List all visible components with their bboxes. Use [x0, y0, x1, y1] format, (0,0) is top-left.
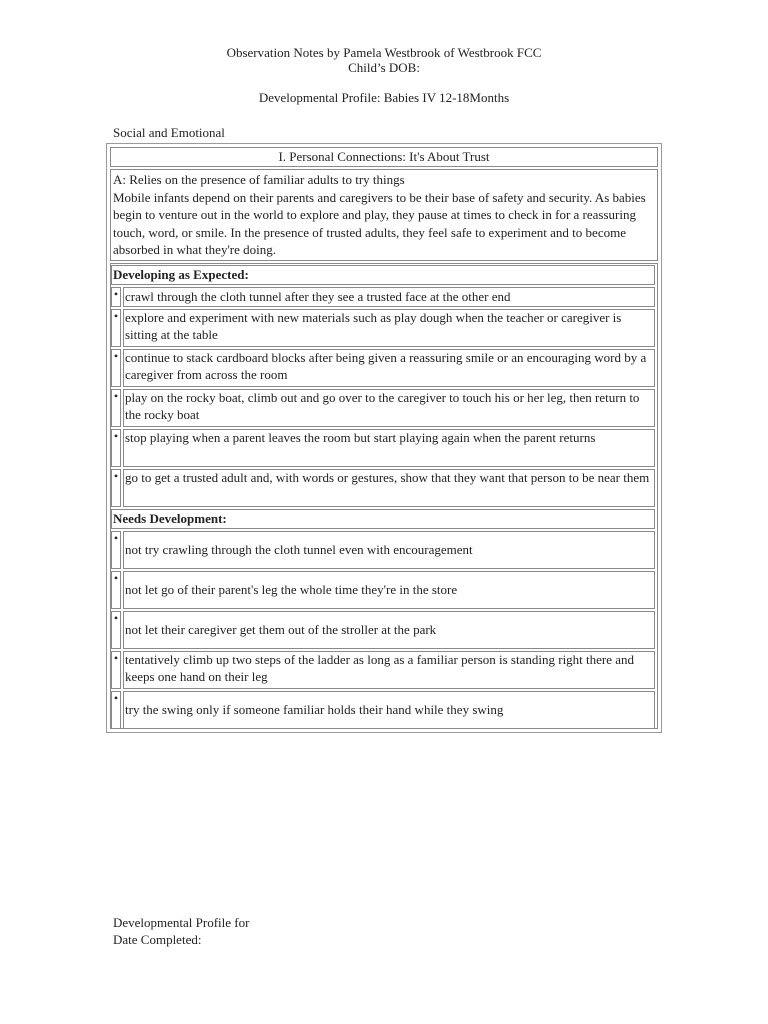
expected-item-text: explore and experiment with new materials such as play dough when the teacher or caregiver is sitting at the table [123, 309, 655, 347]
expected-item-text: play on the rocky boat, climb out and go over to the caregiver to touch his or her leg, then return to the rocky boat [123, 389, 655, 427]
observation-table [106, 143, 662, 733]
expected-item-text: stop playing when a parent leaves the room but start playing again when the parent returns [123, 429, 655, 467]
needs-item-text: not let go of their parent's leg the whole time they're in the store [123, 571, 655, 609]
expected-item-text: crawl through the cloth tunnel after they see a trusted face at the other end [123, 287, 655, 307]
list-item [111, 389, 655, 427]
bullet-icon: • [111, 611, 121, 649]
expected-item-text: go to get a trusted adult and, with words or gestures, show that they want that person to be near them [123, 469, 655, 507]
description-box [110, 169, 658, 261]
bullet-icon: • [111, 531, 121, 569]
list-item [111, 531, 655, 569]
list-item [111, 349, 655, 387]
bullet-icon: • [111, 389, 121, 427]
list-item [111, 429, 655, 467]
needs-item-text: not try crawling through the cloth tunnel even with encouragement [123, 531, 655, 569]
list-item [111, 651, 655, 689]
child-dob-label: Child’s DOB: [348, 60, 420, 75]
needs-heading: Needs Development: [111, 509, 655, 529]
list-item [111, 571, 655, 609]
date-completed-label: Date Completed: [113, 932, 202, 947]
document-title: Observation Notes by Pamela Westbrook of Westbrook FCC [226, 45, 542, 60]
description-heading: A: Relies on the presence of familiar adults to try things [113, 172, 405, 187]
bullet-icon: • [111, 429, 121, 467]
section-label: Social and Emotional [113, 125, 225, 140]
list-item [111, 287, 655, 307]
needs-item-text: tentatively climb up two steps of the ladder as long as a familiar person is standing right there and keeps one hand on their leg [123, 651, 655, 689]
needs-item-text: try the swing only if someone familiar holds their hand while they swing [123, 691, 655, 729]
profile-title: Developmental Profile: Babies IV 12-18Months [258, 90, 510, 105]
bullet-icon: • [111, 469, 121, 507]
list-item [111, 309, 655, 347]
bullet-icon: • [111, 651, 121, 689]
expected-heading: Developing as Expected: [111, 265, 655, 285]
bullet-icon: • [111, 349, 121, 387]
document-footer [113, 914, 249, 948]
list-item [111, 611, 655, 649]
list-item [111, 691, 655, 729]
bullet-icon: • [111, 571, 121, 609]
bullet-icon: • [111, 691, 121, 729]
bullet-icon: • [111, 309, 121, 347]
document-header [0, 45, 768, 105]
bullet-icon: • [111, 287, 121, 307]
indicators-table [110, 263, 658, 729]
description-text: Mobile infants depend on their parents and caregivers to be their base of safety and security. As babies begin to venture out in the world to explore and play, they pause at times to check in for a reassuring touch, word, or smile. In the presence of trusted adults, they feel safe to experiment and to become absorbed in what they're doing. [113, 189, 646, 257]
list-item [111, 469, 655, 507]
profile-for-label: Developmental Profile for [113, 915, 250, 930]
expected-item-text: continue to stack cardboard blocks after being given a reassuring smile or an encouraging word by a caregiver from across the room [123, 349, 655, 387]
needs-item-text: not let their caregiver get them out of the stroller at the park [123, 611, 655, 649]
table-title: I. Personal Connections: It's About Trust [110, 147, 658, 167]
